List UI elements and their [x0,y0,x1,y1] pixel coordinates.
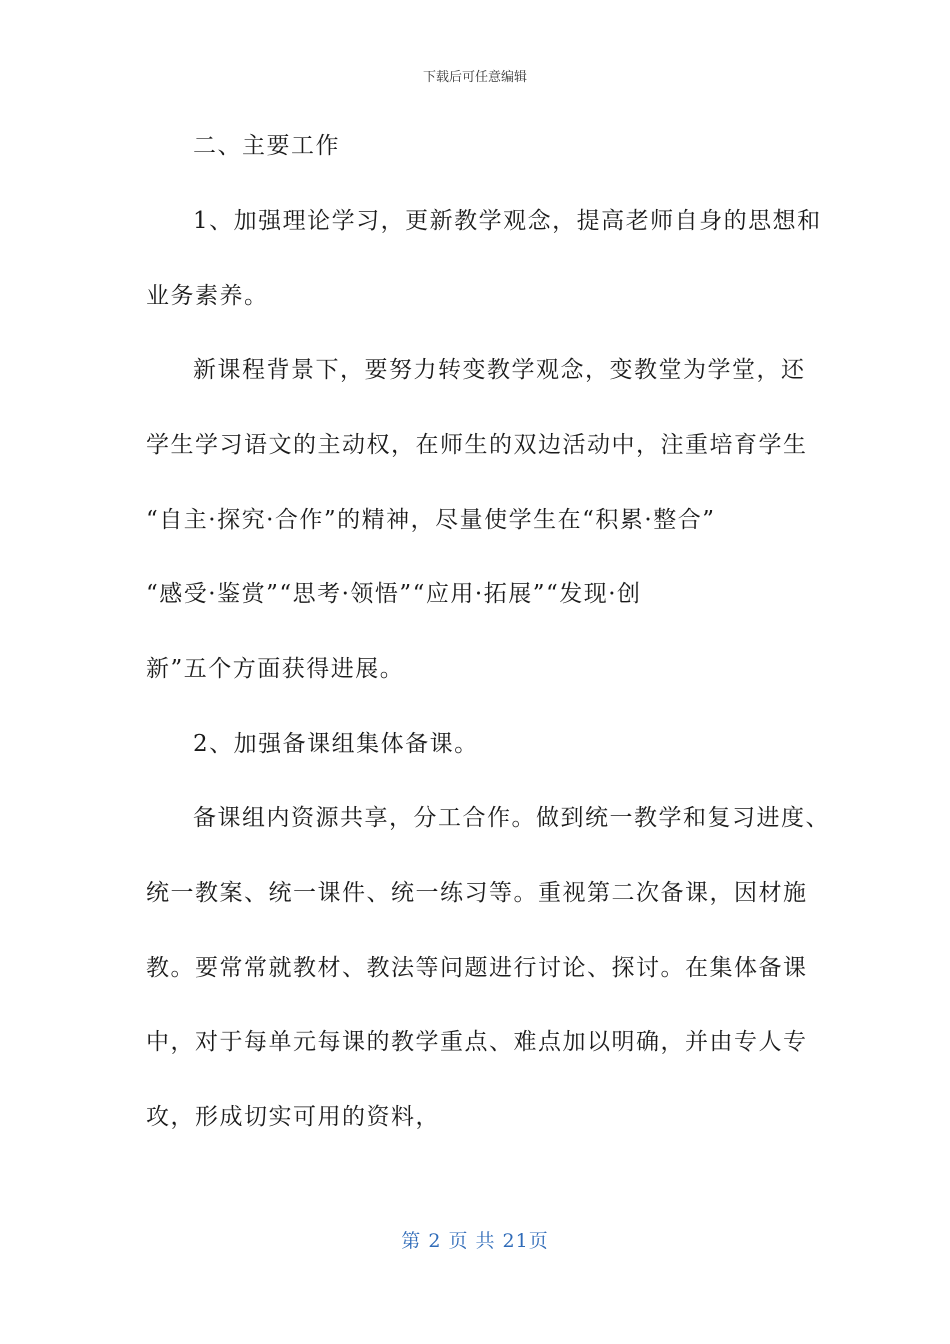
paragraph-line: “感受·鉴赏”“思考·领悟”“应用·拓展”“发现·创 [146,581,642,607]
paragraph-line: 2、加强备课组集体备课。 [193,731,479,757]
paragraph-line: 新”五个方面获得进展。 [146,656,405,682]
paragraph-line: 攻，形成切实可用的资料， [146,1104,440,1130]
section-heading: 二、主要工作 [193,133,340,159]
paragraph-line: 新课程背景下，要努力转变教学观念，变教堂为学堂，还 [193,357,806,383]
paragraph-line: “自主·探究·合作”的精神，尽量使学生在“积累·整合” [146,507,716,533]
paragraph-line: 统一教案、统一课件、统一练习等。重视第二次备课，因材施 [146,880,808,906]
paragraph-line: 教。要常常就教材、教法等问题进行讨论、探讨。在集体备课 [146,955,808,981]
paragraph-line: 学生学习语文的主动权，在师生的双边活动中，注重培育学生 [146,432,808,458]
paragraph-line: 1、加强理论学习，更新教学观念，提高老师自身的思想和 [193,208,822,234]
page-header-note: 下载后可任意编辑 [422,70,527,85]
page-number-footer: 第 2 页 共 21页 [401,1230,549,1252]
paragraph-line: 中，对于每单元每课的教学重点、难点加以明确，并由专人专 [146,1029,808,1055]
paragraph-line: 业务素养。 [146,283,269,309]
paragraph-line: 备课组内资源共享，分工合作。做到统一教学和复习进度、 [193,805,830,831]
